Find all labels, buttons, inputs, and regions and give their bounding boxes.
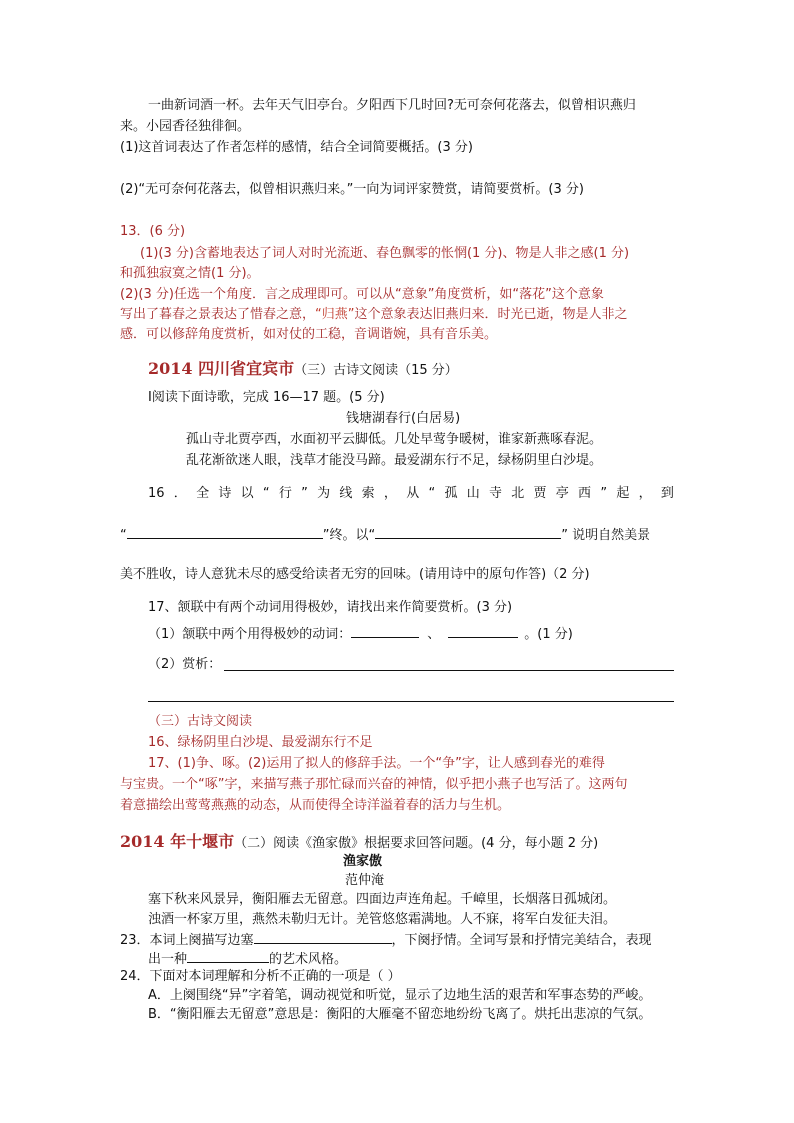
section-subtitle: （三）古诗文阅读（15 分）	[294, 363, 458, 378]
answer-17-cont: 着意描绘出莺莺燕燕的动态，从而使得全诗洋溢着春的活力与生机。	[120, 798, 511, 813]
question-char: ，	[383, 486, 397, 501]
answer-heading: （三）古诗文阅读	[148, 714, 253, 729]
question-text: 。(1 分)	[524, 627, 573, 642]
question-text: （1）颔联中两个用得极妙的动词：	[148, 627, 352, 642]
question-char: ．	[173, 486, 187, 501]
question-char: 从	[406, 486, 420, 501]
poem-line: 乱花渐欲迷人眼，浅草才能没马蹄。最爱湖东行不足，绿杨阴里白沙堤。	[186, 453, 603, 468]
instruction: Ⅰ阅读下面诗歌，完成 16—17 题。(5 分)	[148, 390, 385, 405]
question-char: 16	[148, 486, 165, 501]
question-char: ”	[301, 486, 308, 501]
question-char: 亭	[555, 486, 569, 501]
section-title: 2014 四川省宜宾市	[148, 359, 295, 378]
question-text: 23．本词上阕描写边塞	[120, 933, 254, 948]
section-heading	[148, 357, 458, 383]
question-char: 山	[466, 486, 480, 501]
question-char: 诗	[218, 486, 232, 501]
poem-line: 浊酒一杯家万里，燕然未勒归无计。羌管悠悠霜满地。人不寐，将军白发征夫泪。	[148, 912, 617, 927]
answer-blank[interactable]	[351, 623, 419, 638]
answer-13-1: (1)(3 分)含蓄地表达了词人对时光流逝、春色飘零的怅惘(1 分)、物是人非之感(1 分)	[140, 246, 630, 261]
question-char: 索	[361, 486, 375, 501]
question-char: ，	[638, 486, 652, 501]
question-text: 的艺术风格。	[269, 952, 348, 967]
question-char: “	[428, 486, 436, 501]
answer-13-2-cont: 感．可以修辞角度赏析，如对仗的工稳，音调谐婉，具有音乐美。	[120, 327, 498, 342]
question-char: 全	[196, 486, 210, 501]
answer-blank[interactable]	[127, 524, 323, 539]
question-char: 线	[339, 486, 353, 501]
answer-13-1-cont: 和孤独寂寞之情(1 分)。	[120, 266, 260, 281]
question-16-blanks	[120, 524, 650, 546]
question-17: 17、颔联中有两个动词用得极妙，请找出来作简要赏析。(3 分)	[148, 600, 513, 615]
question-char: 起	[616, 486, 630, 501]
answer-blank[interactable]	[187, 948, 269, 963]
poem-line: 一曲新词酒一杯。去年天气旧亭台。夕阳西下几时回?无可奈何花落去，似曾相识燕归	[148, 98, 636, 113]
question-char: “	[262, 486, 270, 501]
answer-13-heading: 13．(6 分)	[120, 224, 186, 239]
question-char: 北	[511, 486, 525, 501]
answer-13-2: (2)(3 分)任选一个角度．言之成理即可。可以从“意象”角度赏析，如“落花”这个意象	[120, 287, 604, 302]
section-title: 2014 年十堰市	[120, 832, 235, 851]
poem-line: 塞下秋来风景异，衡阳雁去无留意。四面边声连角起。千嶂里，长烟落日孤城闭。	[148, 892, 617, 907]
question-text: ” 说明自然美景	[561, 528, 651, 543]
section-subtitle: （二）阅读《渔家傲》根据要求回答问题。(4 分，每小题 2 分)	[234, 836, 599, 851]
question-16-cont: 美不胜收，诗人意犹未尽的感受给读者无穷的回味。(请用诗中的原句作答)（2 分)	[120, 567, 590, 582]
answer-text: 写出了暮春之景表达了惜春之意，	[120, 307, 316, 322]
poem-author: 范仲淹	[345, 873, 385, 888]
question-char: 行	[278, 486, 292, 501]
answer-blank[interactable]	[375, 524, 561, 539]
question-13-1: (1)这首词表达了作者怎样的感情，结合全词简要概括。(3 分)	[120, 140, 473, 155]
question-24: 24．下面对本词理解和分析不正确的一项是（ ）	[120, 969, 401, 984]
question-17-2: （2）赏析：	[148, 657, 222, 672]
answer-13-2-cont	[120, 305, 628, 325]
answer-text: 这个意象表达旧燕归来．时光已逝，物是人非之	[354, 307, 628, 322]
answer-blank[interactable]	[254, 929, 392, 944]
question-text: ，下阕抒情。全词写景和抒情完美结合，表现	[391, 933, 652, 948]
question-char: 以	[240, 486, 254, 501]
question-char: 到	[660, 486, 674, 501]
poem-title: 渔家傲	[343, 854, 383, 869]
question-16	[148, 484, 674, 504]
option-b: B．“衡阳雁去无留意”意思是：衡阳的大雁毫不留恋地纷纷飞离了。烘托出悲凉的气氛。	[148, 1007, 652, 1022]
option-a: A．上阕围绕“异”字着笔，调动视觉和听觉，显示了边地生活的艰苦和军事态势的严峻。	[148, 988, 652, 1003]
separator: 、	[427, 627, 441, 642]
poem-title: 钱塘湖春行(白居易)	[346, 411, 461, 426]
question-char: 为	[317, 486, 331, 501]
question-text: ”终。以“	[322, 528, 376, 543]
question-13-2: (2)“无可奈何花落去，似曾相识燕归来。”一向为词评家赞赏，请简要赏析。(3 分)	[120, 182, 584, 197]
quote-mark: “	[120, 528, 127, 543]
poem-line: 来。小园香径独徘徊。	[120, 119, 251, 134]
question-text: 出一种	[148, 952, 188, 967]
answer-17: 17、(1)争、啄。(2)运用了拟人的修辞手法。一个“争”字，让人感到春光的难得	[148, 756, 605, 771]
question-17-1	[148, 623, 573, 645]
answer-line[interactable]	[148, 701, 674, 702]
question-char: ”	[600, 486, 608, 501]
question-char: 西	[578, 486, 592, 501]
highlight-text: “归燕”	[315, 307, 355, 322]
question-char: 贾	[533, 486, 547, 501]
question-char: 寺	[488, 486, 502, 501]
poem-line: 孤山寺北贾亭西，水面初平云脚低。几处早莺争暖树，谁家新燕啄春泥。	[186, 432, 603, 447]
question-char: 孤	[444, 486, 458, 501]
answer-17-cont: 与宝贵。一个“啄”字，来描写燕子那忙碌而兴奋的神情，似乎把小燕子也写活了。这两句	[120, 777, 628, 792]
answer-16: 16、绿杨阴里白沙堤、最爱湖东行不足	[148, 735, 373, 750]
answer-blank[interactable]	[448, 623, 518, 638]
answer-line[interactable]	[224, 670, 674, 671]
